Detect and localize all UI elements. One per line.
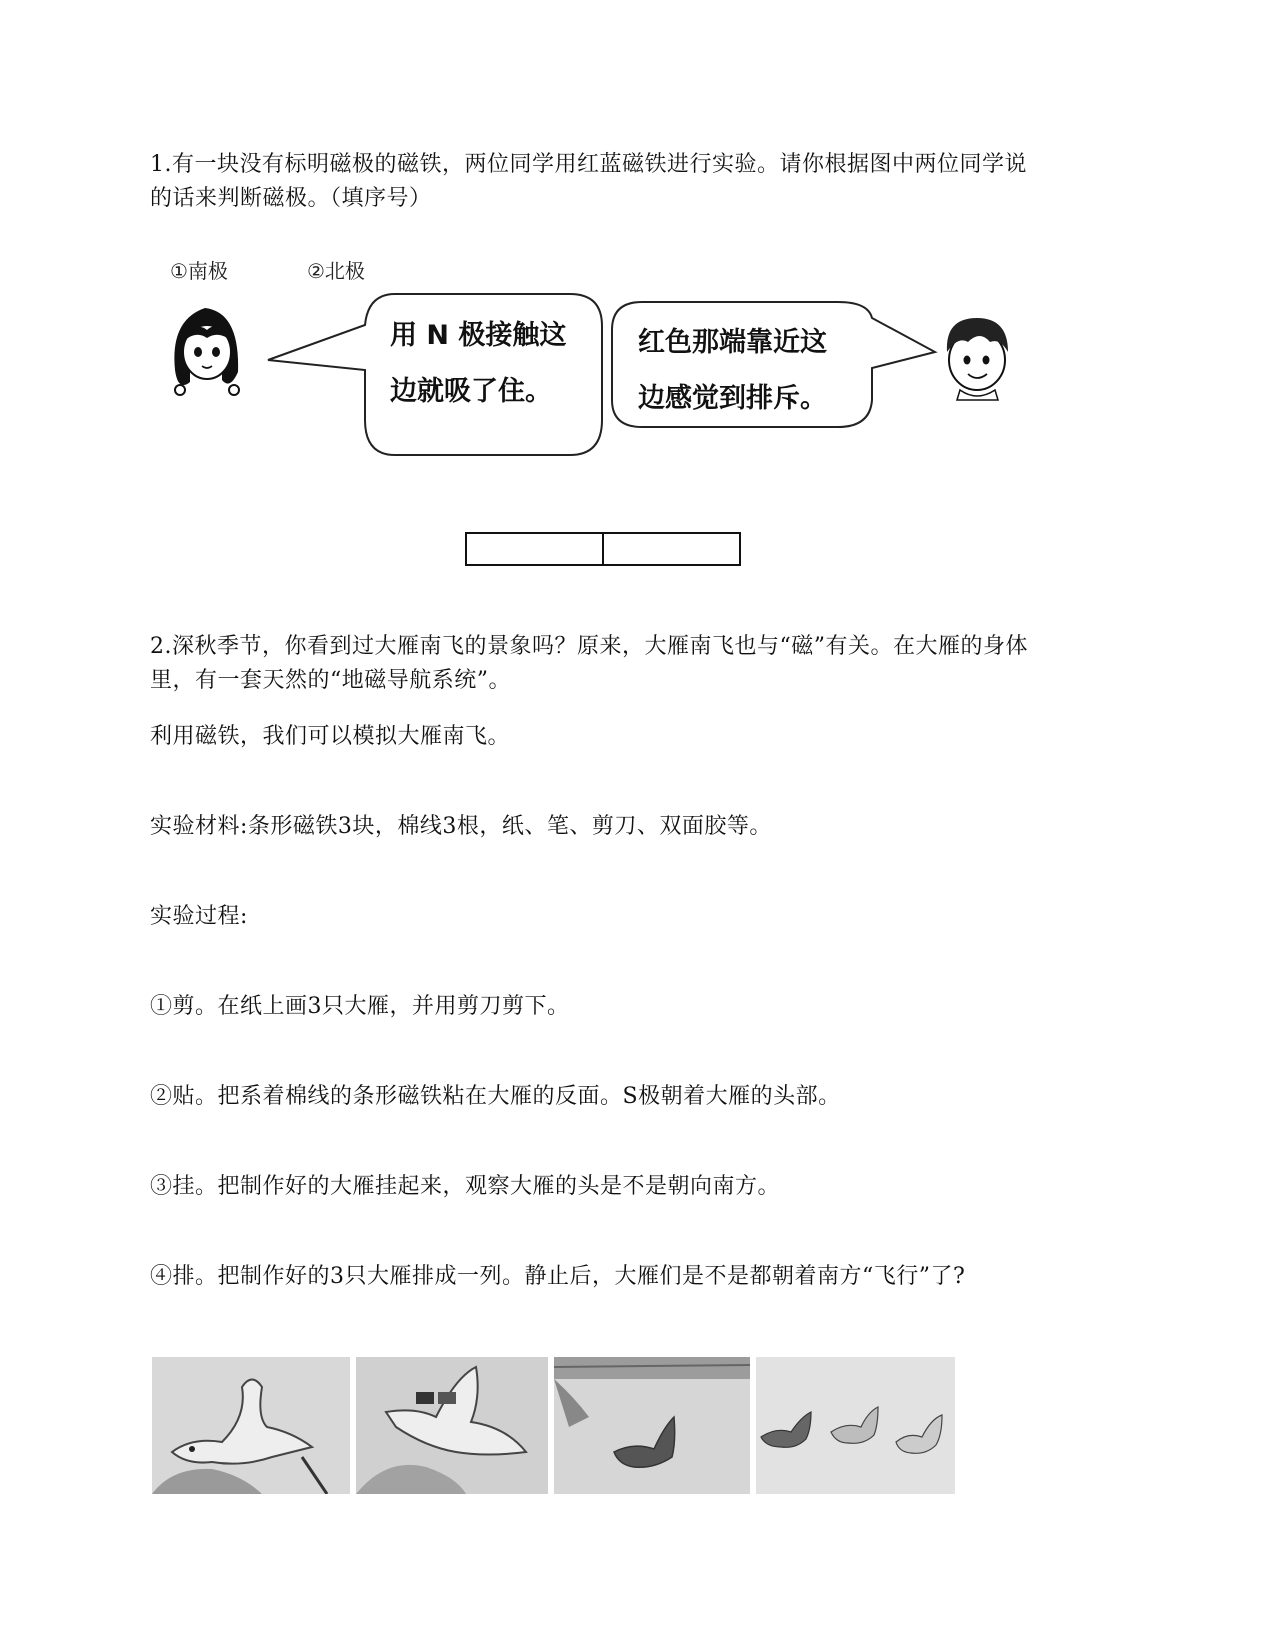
- magnet-right-end[interactable]: [604, 534, 739, 564]
- magnet-answer-box: [465, 532, 741, 566]
- girl-bubble-line1: 用 N 极接触这: [390, 320, 567, 351]
- q2-intro-line1: 2.深秋季节，你看到过大雁南飞的景象吗？原来，大雁南飞也与“磁”有关。在大雁的身体: [150, 634, 1028, 659]
- hanging-goose-photo: [554, 1357, 750, 1494]
- boy-bubble-line1: 红色那端靠近这: [638, 327, 827, 358]
- q1-text-line2: 的话来判断磁极。（填序号）: [150, 186, 432, 211]
- girl-bubble-line2: 边就吸了住。: [390, 376, 552, 407]
- q2-process-title: 实验过程:: [150, 904, 248, 929]
- option-south-pole: ①南极: [170, 259, 228, 283]
- q2-simulate: 利用磁铁，我们可以模拟大雁南飞。: [150, 724, 511, 749]
- q2-step1: ①剪。在纸上画3只大雁，并用剪刀剪下。: [150, 994, 570, 1019]
- option-north-pole: ②北极: [307, 259, 365, 283]
- attaching-magnet-goose-photo: [356, 1357, 548, 1494]
- q2-intro-line2: 里，有一套天然的“地磁导航系统”。: [150, 668, 511, 693]
- q2-step3: ③挂。把制作好的大雁挂起来，观察大雁的头是不是朝向南方。: [150, 1174, 781, 1199]
- three-geese-lined-up-photo: [756, 1357, 955, 1494]
- q2-step2: ②贴。把系着棉线的条形磁铁粘在大雁的反面。S极朝着大雁的头部。: [150, 1084, 841, 1109]
- cutting-paper-goose-photo: [152, 1357, 350, 1494]
- girl-avatar-icon: [174, 308, 239, 395]
- boy-bubble-line2: 边感觉到排斥。: [638, 383, 827, 414]
- magnet-left-end[interactable]: [467, 534, 604, 564]
- q2-materials: 实验材料:条形磁铁3块，棉线3根，纸、笔、剪刀、双面胶等。: [150, 814, 772, 839]
- boy-avatar-icon: [947, 318, 1008, 400]
- q2-step4: ④排。把制作好的3只大雁排成一列。静止后，大雁们是不是都朝着南方“飞行”了?: [150, 1264, 966, 1289]
- q1-text-line1: 1.有一块没有标明磁极的磁铁，两位同学用红蓝磁铁进行实验。请你根据图中两位同学说: [150, 152, 1027, 177]
